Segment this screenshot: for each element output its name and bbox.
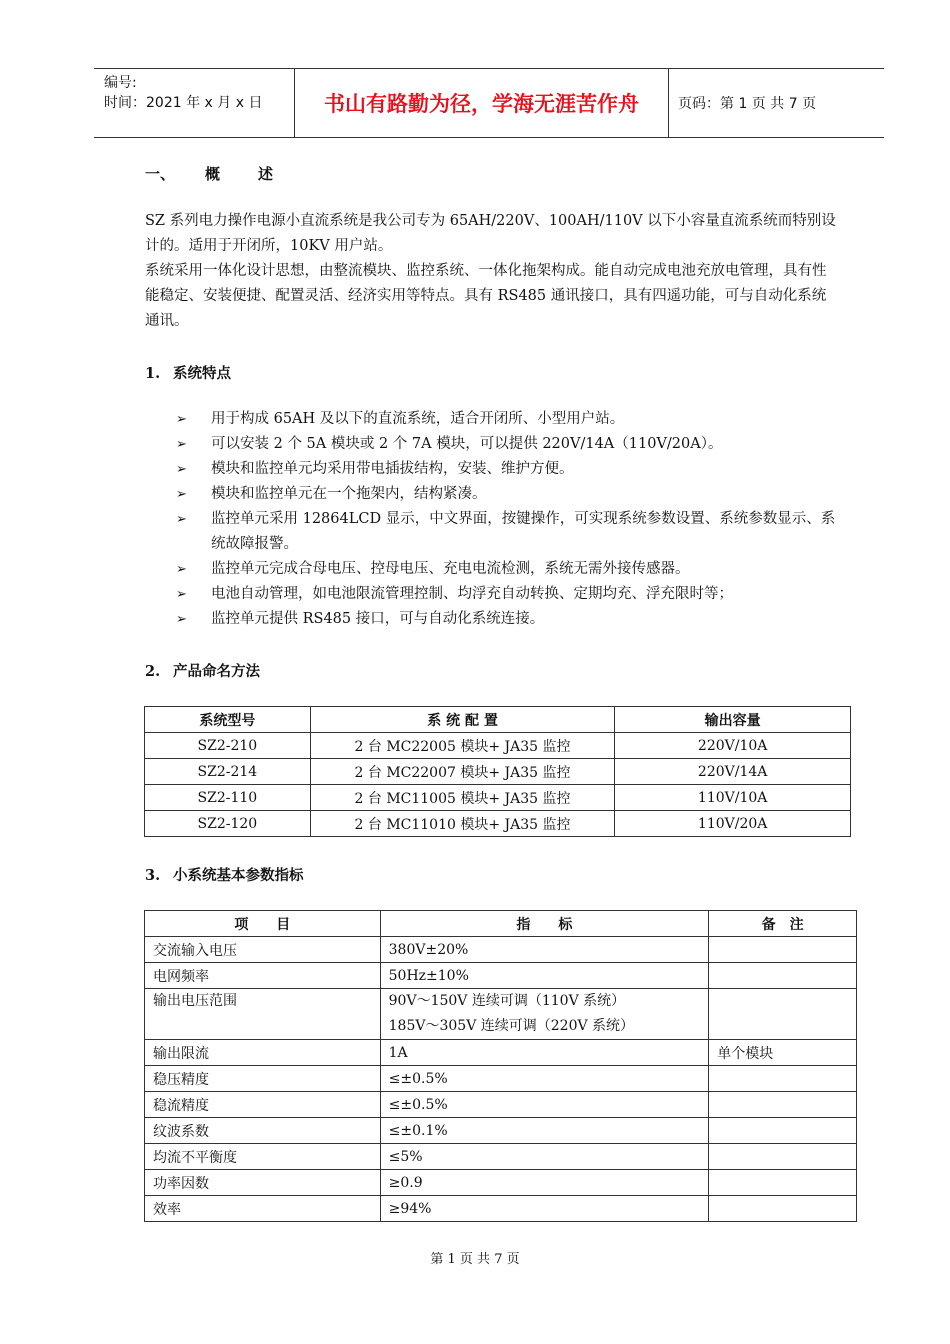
table-row	[145, 811, 851, 837]
table-cell: 效率	[145, 1196, 381, 1222]
table-cell: SZ2-110	[145, 785, 311, 811]
table-row	[145, 1066, 857, 1092]
table-cell: 1A	[380, 1040, 709, 1066]
parameter-table	[144, 910, 857, 1222]
section-title: 系统特点	[173, 365, 231, 382]
document-time: 时间：2021 年 x 月 x 日	[104, 95, 263, 111]
table-row	[145, 1170, 857, 1196]
table-header-row	[145, 911, 857, 937]
table-row	[145, 733, 851, 759]
table-cell: 功率因数	[145, 1170, 381, 1196]
table-row	[145, 1040, 857, 1066]
feature-text: 用于构成 65AH 及以下的直流系统，适合开闭所、小型用户站。	[211, 411, 625, 427]
table-cell: 2 台 MC22005 模块+ JA35 监控	[310, 733, 615, 759]
table-cell	[709, 1118, 857, 1144]
table-cell: 输出限流	[145, 1040, 381, 1066]
overview-heading-char: 述	[258, 165, 274, 183]
table-cell: 220V/14A	[615, 759, 851, 785]
table-cell	[709, 1092, 857, 1118]
section-title: 小系统基本参数指标	[173, 867, 304, 884]
page-footer: 第 1 页 共 7 页	[430, 1252, 520, 1267]
table-cell: 50Hz±10%	[380, 963, 709, 989]
section-2-heading	[145, 660, 260, 681]
feature-text: 模块和监控单元在一个拖架内，结构紧凑。	[211, 486, 487, 502]
voltage-range-line: 185V～305V 连续可调（220V 系统）	[388, 1018, 635, 1034]
table-cell: 交流输入电压	[145, 937, 381, 963]
column-header: 系 统 配 置	[310, 707, 615, 733]
table-cell: SZ2-210	[145, 733, 311, 759]
bullet-arrow-icon: ➢	[176, 587, 187, 602]
bullet-arrow-icon: ➢	[176, 512, 187, 527]
overview-paragraph-2: 系统采用一体化设计思想，由整流模块、监控系统、一体化拖架构成。能自动完成电池充放电管理，具有性能稳定、安装便捷、配置灵活、经济实用等特点。具有 RS485 通讯接口，具有四遥功能，可与自动化系统通讯。	[145, 263, 827, 329]
table-cell: 2 台 MC11005 模块+ JA35 监控	[310, 785, 615, 811]
table-cell	[709, 1144, 857, 1170]
header-page-info: 页码：第 1 页 共 7 页	[678, 96, 817, 112]
overview-heading-num: 一、	[145, 165, 176, 183]
table-row	[145, 937, 857, 963]
column-header: 备 注	[709, 911, 857, 937]
table-row	[145, 1092, 857, 1118]
table-cell: 输出电压范围	[145, 989, 381, 1040]
table-cell: SZ2-214	[145, 759, 311, 785]
feature-text: 电池自动管理，如电池限流管理控制、均浮充自动转换、定期均充、浮充限时等；	[211, 586, 733, 602]
table-row	[145, 963, 857, 989]
table-cell: ≤±0.1%	[380, 1118, 709, 1144]
column-header: 系统型号	[145, 707, 311, 733]
table-row	[145, 1118, 857, 1144]
document-header	[94, 68, 884, 138]
bullet-arrow-icon: ➢	[176, 562, 187, 577]
overview-heading	[145, 163, 273, 184]
table-row	[145, 1144, 857, 1170]
header-meta	[104, 73, 262, 113]
header-divider	[668, 69, 669, 137]
overview-heading-char: 概	[205, 165, 221, 183]
table-row	[145, 785, 851, 811]
table-row	[145, 989, 857, 1040]
bullet-arrow-icon: ➢	[176, 412, 187, 427]
section-title: 产品命名方法	[173, 663, 260, 680]
section-number: 1.	[145, 365, 161, 382]
table-cell: 2 台 MC22007 模块+ JA35 监控	[310, 759, 615, 785]
table-cell: 电网频率	[145, 963, 381, 989]
table-cell: 稳压精度	[145, 1066, 381, 1092]
table-header-row	[145, 707, 851, 733]
table-cell: 单个模块	[709, 1040, 857, 1066]
feature-text: 模块和监控单元均采用带电插拔结构，安装、维护方便。	[211, 461, 574, 477]
voltage-range-line: 90V～150V 连续可调（110V 系统）	[388, 993, 626, 1009]
column-header: 项 目	[145, 911, 381, 937]
column-header: 输出容量	[615, 707, 851, 733]
bullet-arrow-icon: ➢	[176, 487, 187, 502]
table-cell: 220V/10A	[615, 733, 851, 759]
table-cell	[709, 963, 857, 989]
naming-table	[144, 706, 851, 837]
table-cell: SZ2-120	[145, 811, 311, 837]
section-number: 2.	[145, 663, 161, 680]
table-cell: 110V/10A	[615, 785, 851, 811]
column-header: 指 标	[380, 911, 709, 937]
document-number-label: 编号:	[104, 75, 137, 91]
table-cell: ≤±0.5%	[380, 1066, 709, 1092]
bullet-arrow-icon: ➢	[176, 462, 187, 477]
table-cell: ≤5%	[380, 1144, 709, 1170]
table-cell: 110V/20A	[615, 811, 851, 837]
table-cell: ≥0.9	[380, 1170, 709, 1196]
table-cell: 纹波系数	[145, 1118, 381, 1144]
table-cell	[709, 1066, 857, 1092]
table-cell: 稳流精度	[145, 1092, 381, 1118]
table-cell	[709, 1196, 857, 1222]
table-cell: ≥94%	[380, 1196, 709, 1222]
feature-text: 监控单元采用 12864LCD 显示，中文界面，按键操作，可实现系统参数设置、系统参数显示、系统故障报警。	[211, 511, 836, 552]
table-row	[145, 1196, 857, 1222]
overview-paragraph-1: SZ 系列电力操作电源小直流系统是我公司专为 65AH/220V、100AH/110V 以下小容量直流系统而特别设计的。适用于开闭所，10KV 用户站。	[145, 213, 836, 254]
table-cell: 2 台 MC11010 模块+ JA35 监控	[310, 811, 615, 837]
table-cell	[709, 937, 857, 963]
table-cell: 380V±20%	[380, 937, 709, 963]
table-row	[145, 759, 851, 785]
bullet-arrow-icon: ➢	[176, 437, 187, 452]
section-1-heading	[145, 362, 231, 383]
table-cell	[380, 989, 709, 1040]
table-cell: 均流不平衡度	[145, 1144, 381, 1170]
feature-text: 监控单元提供 RS485 接口，可与自动化系统连接。	[211, 611, 545, 627]
bullet-arrow-icon: ➢	[176, 612, 187, 627]
feature-text: 可以安装 2 个 5A 模块或 2 个 7A 模块，可以提供 220V/14A（110V/20A）。	[211, 436, 723, 452]
table-cell	[709, 1170, 857, 1196]
table-cell: ≤±0.5%	[380, 1092, 709, 1118]
section-3-heading	[145, 864, 304, 885]
section-number: 3.	[145, 867, 161, 884]
feature-text: 监控单元完成合母电压、控母电压、充电电流检测，系统无需外接传感器。	[211, 561, 690, 577]
table-cell	[709, 989, 857, 1040]
header-motto: 书山有路勤为径，学海无涯苦作舟	[324, 92, 639, 116]
